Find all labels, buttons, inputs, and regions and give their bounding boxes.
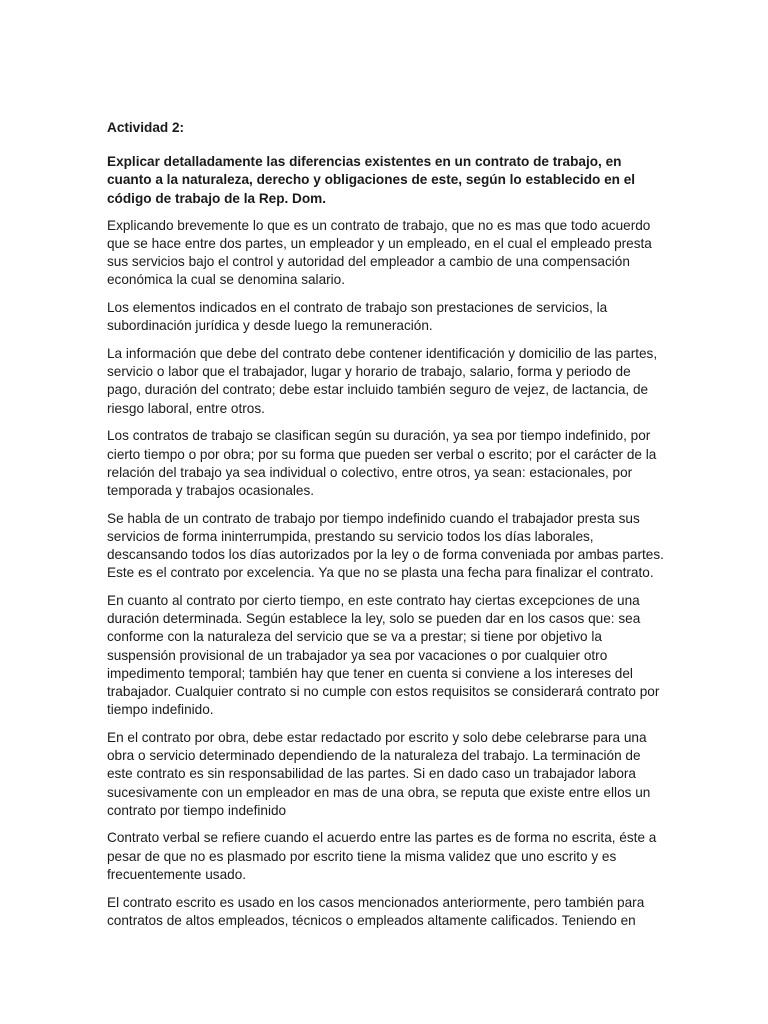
paragraph-definition: Explicando brevemente lo que es un contrato de trabajo, que no es mas que todo acuerdo que se hace entre dos partes, un empleador y un empleado, en el cual el empleado presta sus servicios bajo el control y autoridad del empleador a cambio de una compensación económica la cual se denomina salario. [107, 217, 652, 288]
activity-heading: Actividad 2: [107, 120, 185, 135]
paragraph-elements: Los elementos indicados en el contrato de trabajo son prestaciones de servicios, la subordinación jurídica y desde luego la remuneración. [107, 300, 608, 334]
paragraph-contract-information: La información que debe del contrato debe contener identificación y domicilio de las partes, servicio o labor que el trabajador, lugar y horario de trabajo, salario, forma y periodo de pago, duración del contrato; debe estar incluido también seguro de vejez, de lactancia, de riesgo laboral, entre otros. [107, 346, 658, 416]
paragraph-per-work: En el contrato por obra, debe estar redactado por escrito y solo debe celebrarse para una obra o servicio determinado dependiendo de la naturaleza del trabajo. La terminación de este contrato es sin responsabilidad de las partes. Si en dado caso un trabajador labora sucesivamente con un empleador en mas de una obra, se reputa que existe entre ellos un contrato por tiempo indefinido [107, 729, 651, 818]
paragraph-fixed-term: En cuanto al contrato por cierto tiempo, en este contrato hay ciertas excepciones de una duración determinada. Según establece la ley, solo se pueden dar en los casos que: sea conforme con la naturaleza del servicio que se va a prestar; si tiene por objetivo la suspensión provisional de un trabajador ya sea por vacaciones o por cualquier otro impedimento temporal; también hay que tener en cuenta si conviene a los intereses del trabajador. Cualquier contrato si no cumple con estos requisitos se considerará contrato por tiempo indefinido. [107, 592, 660, 718]
paragraph-indefinite-term: Se habla de un contrato de trabajo por tiempo indefinido cuando el trabajador presta sus servicios de forma ininterrumpida, prestando su servicio todos los días laborales, descansando todos los días autorizados por la ley o de forma conveniada por ambas partes. Este es el contrato por excelencia. Ya que no se plasta una fecha para finalizar el contrato. [107, 510, 664, 581]
task-statement: Explicar detalladamente las diferencias existentes en un contrato de trabajo, en cuanto a la naturaleza, derecho y obligaciones de este, según lo establecido en el código de trabajo de la Rep. Dom. [107, 154, 636, 206]
paragraph-written-contract: El contrato escrito es usado en los casos mencionados anteriormente, pero también para contratos de altos empleados, técnicos o empleados altamente calificados. Teniendo en [107, 894, 645, 928]
paragraph-verbal-contract: Contrato verbal se refiere cuando el acuerdo entre las partes es de forma no escrita, éste a pesar de que no es plasmado por escrito tiene la misma validez que uno escrito y es frecuentemente usado. [107, 830, 657, 882]
paragraph-classification: Los contratos de trabajo se clasifican según su duración, ya sea por tiempo indefinido, por cierto tiempo o por obra; por su forma que pueden ser verbal o escrito; por el carácter de la relación del trabajo ya sea individual o colectivo, entre otros, ya sean: estacionales, por temporada y trabajos ocasionales. [107, 428, 657, 498]
document-page [107, 119, 667, 939]
